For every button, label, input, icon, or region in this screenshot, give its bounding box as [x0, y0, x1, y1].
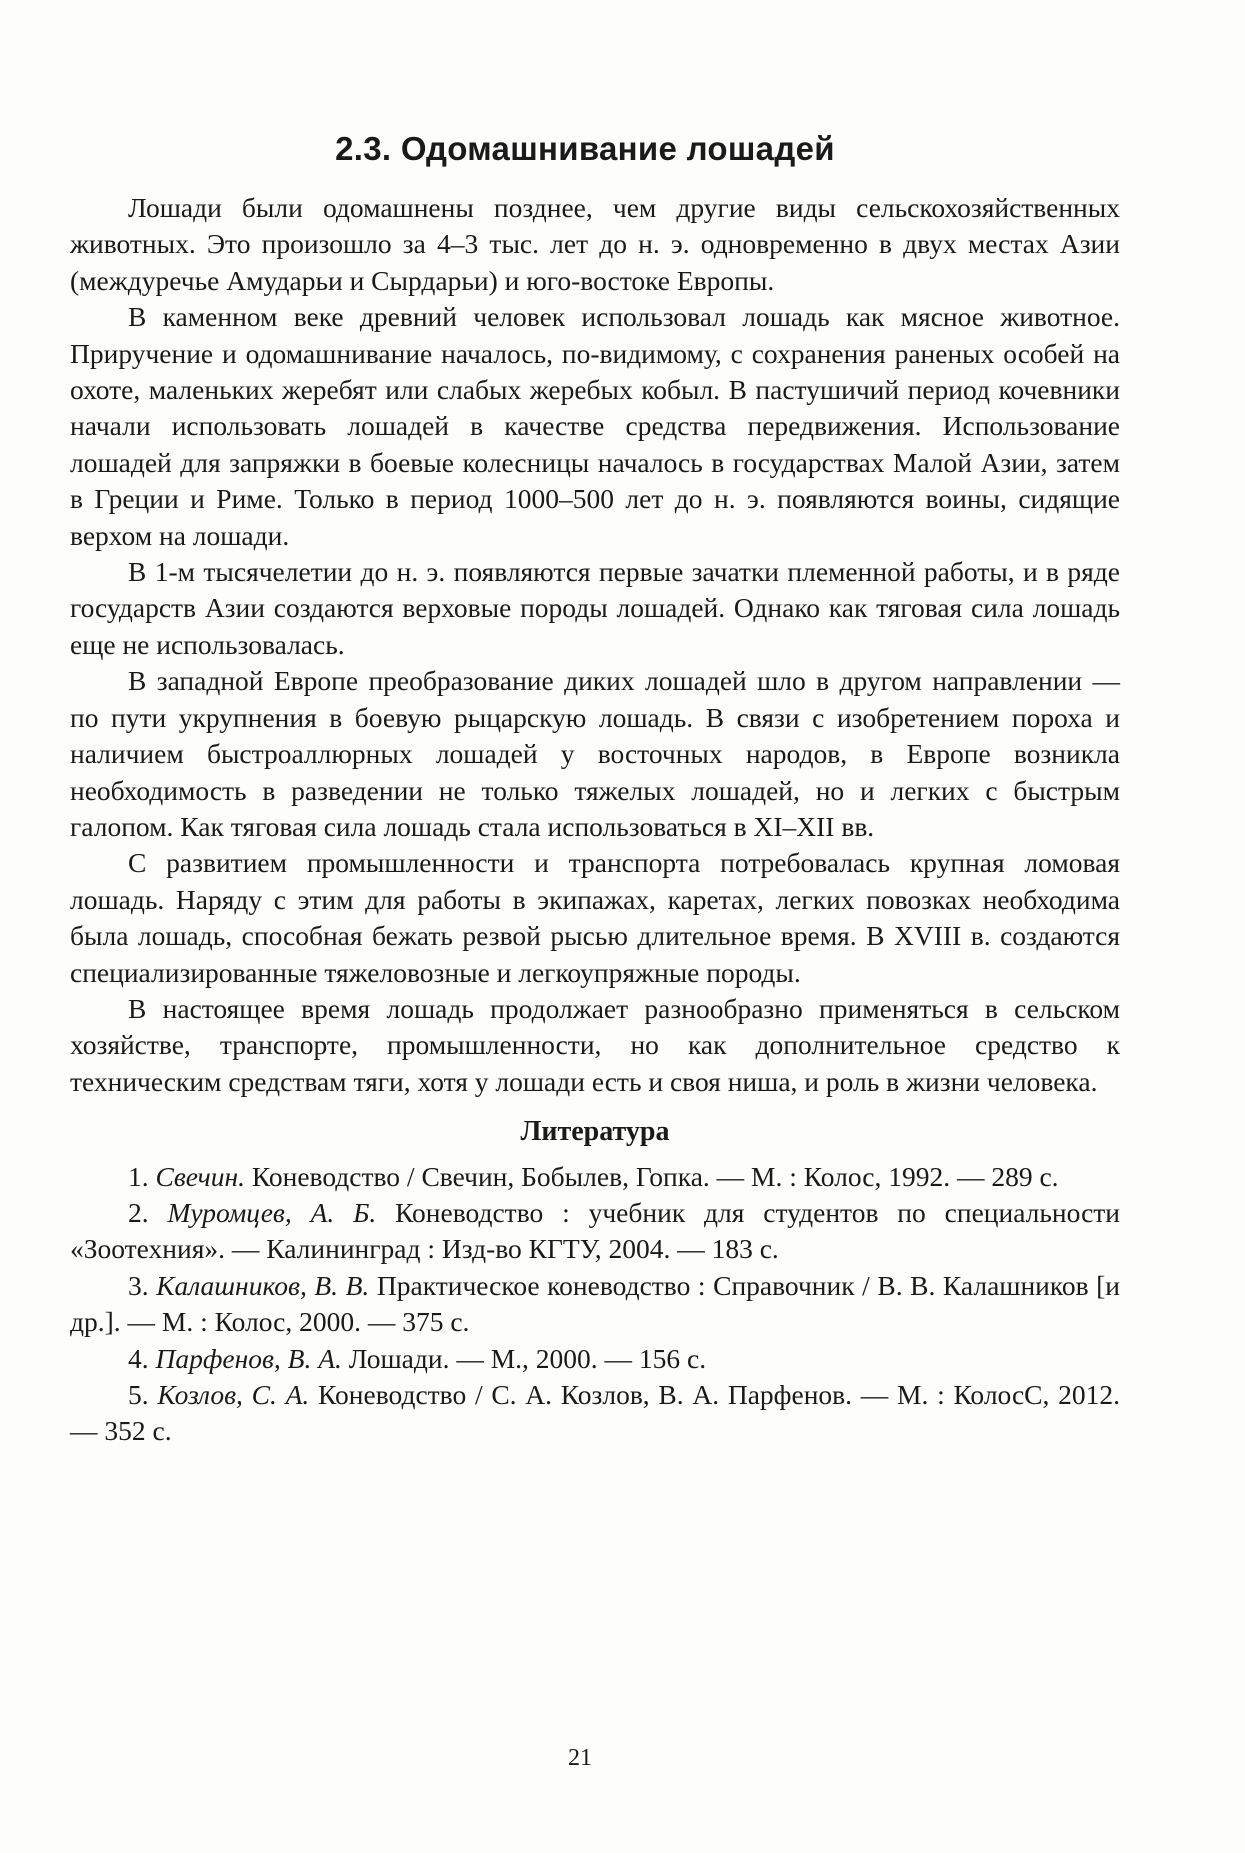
paragraph: В 1-м тысячелетии до н. э. появляются первые зачатки племенной работы, и в ряде государств Азии создаются верховые породы лошадей. Однако как тяговая сила лошадь еще не использовалась. — [70, 556, 1120, 660]
paragraph: В каменном веке древний человек использовал лошадь как мясное животное. Приручение и одомашнивание началось, по-видимому, с сохранения раненых особей на охоте, маленьких жеребят или слабых жеребых кобыл. В пастушичий период кочевники начали использовать лошадей в качестве средства передвижения. Использование лошадей для запряжки в боевые колесницы началось в государствах Малой Азии, затем в Греции и Риме. Только в период 1000–500 лет до н. э. появляются воины, сидящие верхом на лошади. — [70, 301, 1120, 551]
literature-item-author: Свечин. — [155, 1160, 246, 1192]
literature-item-details: Лошади. — М., 2000. — 156 с. — [348, 1342, 707, 1374]
literature-item-author: Калашников, В. В. — [156, 1269, 370, 1301]
literature-item-author: Парфенов, В. А. — [155, 1342, 342, 1374]
literature-item — [70, 1195, 1120, 1268]
literature-item-number: 5. — [128, 1379, 149, 1410]
paragraph: С развитием промышленности и транспорта потребовалась крупная ломовая лошадь. Наряду с этим для работы в экипажах, каретах, легких повозках необходима была лошадь, способная бежать резвой рысью длительное время. В XVIII в. создаются специализированные тяжеловозные и легкоупряжные породы. — [70, 847, 1120, 988]
literature-item — [70, 1159, 1120, 1195]
paragraph: В западной Европе преобразование диких лошадей шло в другом направлении — по пути укрупнения в боевую рыцарскую лошадь. В связи с изобретением пороха и наличием быстроаллюрных лошадей у восточных народов, в Европе возникла необходимость в разведении не только тяжелых лошадей, но и легких с быстрым галопом. Как тяговая сила лошадь стала использоваться в XI–XII вв. — [70, 665, 1120, 842]
literature-item-number: 2. — [128, 1196, 149, 1228]
literature-item-details: Коневодство / Свечин, Бобылев, Гопка. — М. : Колос, 1992. — 289 с. — [251, 1160, 1059, 1192]
literature-item-number: 1. — [128, 1160, 149, 1192]
literature-item-details: Практическое коневодство : Справочник / В. В. Калашников [и др.]. — М. : Колос, 2000. — 375 с. — [70, 1269, 1121, 1338]
literature-list — [70, 1159, 1120, 1450]
literature-item-number: 3. — [128, 1269, 149, 1301]
literature-item-details: Коневодство / С. А. Козлов, В. А. Парфенов. — М. : КолосС, 2012. — 352 с. — [70, 1379, 1121, 1447]
literature-item-number: 4. — [128, 1342, 149, 1374]
literature-heading: Литература — [520, 1116, 670, 1148]
literature-item — [70, 1341, 1120, 1377]
literature-item-author: Козлов, С. А. — [157, 1379, 310, 1410]
literature-item-details: Коневодство : учебник для студентов по специальности «Зоотехния». — Калининград : Изд-во КГТУ, 2004. — 183 с. — [70, 1196, 1121, 1265]
paragraph: Лошади были одомашнены позднее, чем другие виды сельскохозяйственных животных. Это произошло за 4–3 тыс. лет до н. э. одновременно в двух местах Азии (междуречье Амударьи и Сырдарьи) и юго-востоке Европы. — [70, 192, 1120, 296]
literature-item-author: Муромцев, А. Б. — [167, 1196, 377, 1228]
section-title: 2.3. Одомашнивание лошадей — [335, 130, 835, 167]
section-body — [70, 190, 1120, 1450]
paragraph: В настоящее время лошадь продолжает разнообразно применяться в сельском хозяйстве, транспорте, промышленности, но как дополнительное средство к техническим средствам тяги, хотя у лошади есть и своя ниша, и роль в жизни человека. — [70, 992, 1120, 1097]
page-number: 21 — [568, 1745, 592, 1771]
literature-item — [70, 1377, 1120, 1450]
literature-item — [70, 1268, 1120, 1341]
